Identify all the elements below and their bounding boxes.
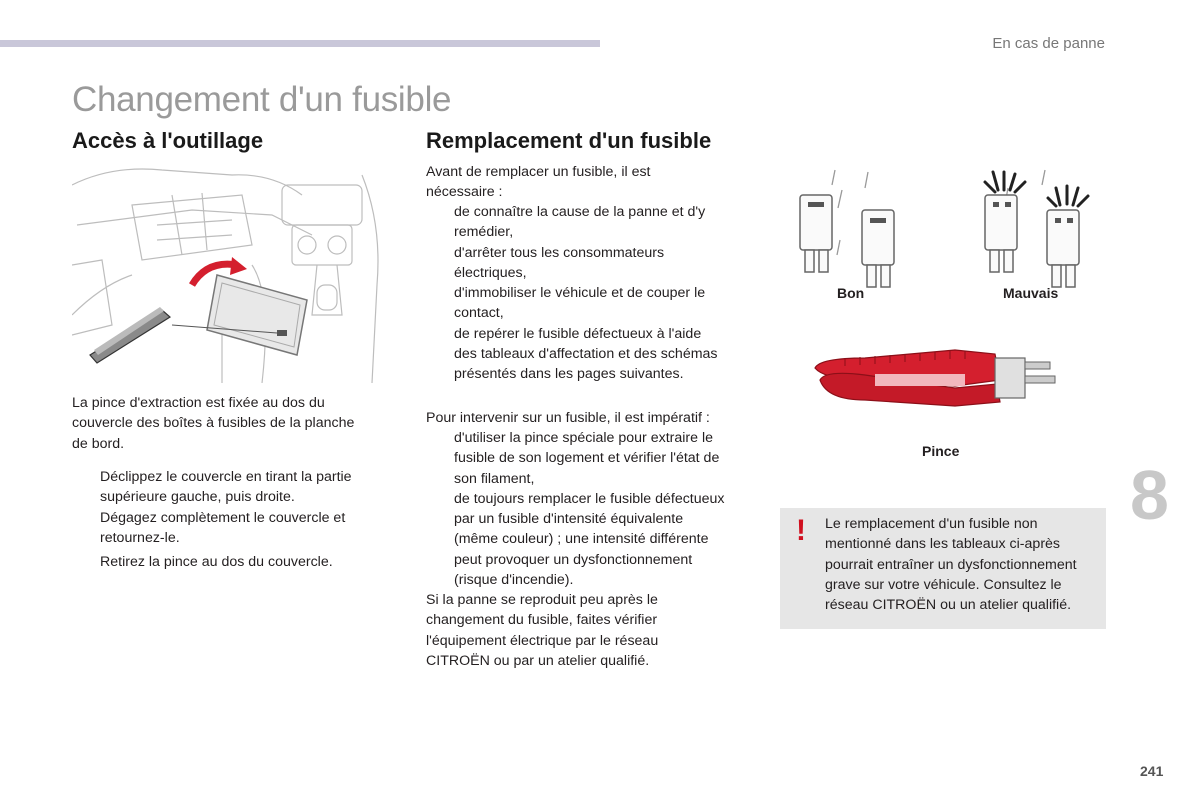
warning-box [780, 508, 1106, 629]
list-item: Dégagez complètement le couvercle et retournez-le. [100, 509, 346, 546]
fuse-comparison-illustration [780, 160, 1110, 310]
chapter-number: 8 [1130, 456, 1169, 534]
middle-closing: Si la panne se reproduit peu après le changement du fusible, faites vérifier l'équipement électrique par le réseau CITROËN ou par un atelier qualifié. [426, 592, 659, 669]
header-accent-bar [0, 40, 600, 47]
list-item: de connaître la cause de la panne et d'y remédier, [454, 204, 706, 241]
bad-fuse-label: Mauvais [1003, 285, 1059, 301]
list-item: d'immobiliser le véhicule et de couper le contact, [454, 285, 706, 322]
before-list [426, 202, 756, 385]
left-intro: La pince d'extraction est fixée au dos du couvercle des boîtes à fusibles de la planche de bord. [72, 395, 355, 452]
page-number: 241 [1140, 763, 1164, 779]
page-title: Changement d'un fusible [72, 80, 452, 119]
list-item: Déclippez le couvercle en tirant la partie supérieure gauche, puis droite. [100, 469, 352, 506]
left-heading: Accès à l'outillage [72, 128, 264, 153]
list-item: de toujours remplacer le fusible défectueux par un fusible d'intensité équivalente (même couleur) ; une intensité différente peut provoquer un dysfonctionnement (risque d'incendie). [454, 490, 725, 589]
dashboard-illustration [72, 165, 394, 383]
middle-intro: Avant de remplacer un fusible, il est nécessaire : [426, 164, 651, 201]
left-steps-list [72, 467, 392, 572]
list-item: d'utiliser la pince spéciale pour extraire le fusible de son logement et vérifier l'état de son filament, [454, 430, 720, 487]
middle-intro-2: Pour intervenir sur un fusible, il est impératif : [426, 410, 710, 426]
middle-heading: Remplacement d'un fusible [426, 128, 712, 153]
list-item: Retirez la pince au dos du couvercle. [100, 554, 333, 571]
good-fuse-label: Bon [837, 285, 865, 301]
warning-text: Le remplacement d'un fusible non mentionné dans les tableaux ci-après pourrait entraîner un dysfonctionnement grave sur votre véhicule. Consultez le réseau CITROËN ou un atelier qualifié. [825, 516, 1077, 614]
pliers-label: Pince [922, 443, 960, 459]
list-item: de repérer le fusible défectueux à l'aide des tableaux d'affectation et des schémas présentés dans les pages suivantes. [454, 325, 718, 383]
section-label: En cas de panne [992, 35, 1105, 52]
list-item: d'arrêter tous les consommateurs électriques, [454, 244, 665, 281]
warning-icon: ! [796, 514, 806, 547]
rules-list [426, 428, 756, 590]
fuse-pliers-illustration [805, 340, 1065, 420]
